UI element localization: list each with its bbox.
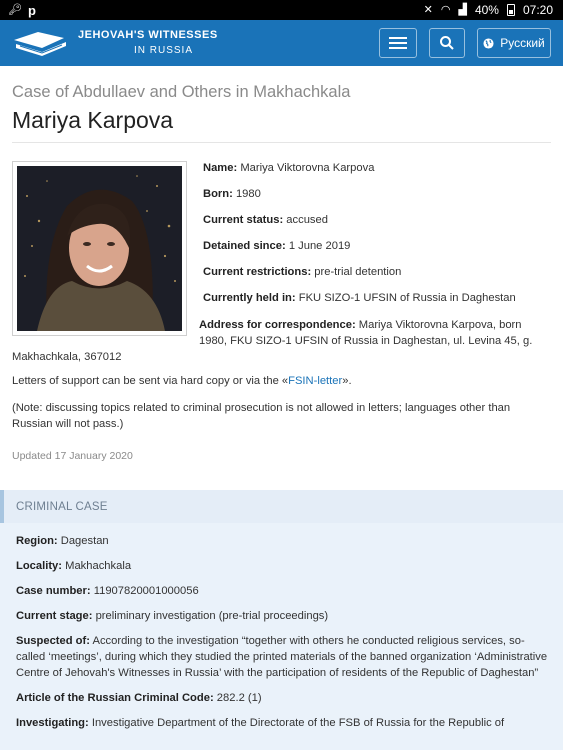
case-locality: Locality: Makhachkala xyxy=(16,560,132,572)
logo-line-1: JEHOVAH'S WITNESSES xyxy=(78,29,218,41)
hamburger-icon xyxy=(389,37,407,49)
battery-percent: 40% xyxy=(474,3,499,17)
case-region: Region: Dagestan xyxy=(16,535,109,547)
profile-section xyxy=(12,161,551,365)
field-name: Name: Mariya Viktorovna Karpova xyxy=(203,162,375,174)
page-title: Mariya Karpova xyxy=(12,107,551,143)
app-indicator: p xyxy=(27,2,36,18)
key-icon: 🔑︎ xyxy=(8,3,22,16)
battery-icon xyxy=(507,4,515,16)
field-held-in: Currently held in: FKU SIZO-1 UFSIN of Russia in Daghestan xyxy=(203,292,516,304)
field-address: Address for correspondence: Mariya Viktorovna Karpova, born 1980, FKU SIZO-1 UFSIN of Russia in Daghestan, ul. Levina 45, g. Makhachkala, 367012 xyxy=(12,319,533,363)
case-investigating: Investigating: Investigative Department of the Directorate of the FSB of Russia for the Republic of xyxy=(16,717,505,729)
fsin-letter-link[interactable]: FSIN-letter xyxy=(288,375,343,387)
case-article: Article of the Russian Criminal Code: 282.2 (1) xyxy=(16,692,262,704)
language-label: Русский xyxy=(500,36,545,50)
site-logo[interactable] xyxy=(12,26,218,60)
criminal-case-panel xyxy=(0,490,563,750)
mute-icon: ✕ xyxy=(423,3,433,16)
book-logo-icon xyxy=(12,26,68,60)
field-restrictions: Current restrictions: pre-trial detention xyxy=(203,266,402,278)
updated-date: Updated 17 January 2020 xyxy=(12,450,133,462)
signal-icon: ▟ xyxy=(458,3,467,16)
language-button[interactable] xyxy=(477,28,551,58)
site-header xyxy=(0,20,563,66)
wifi-icon: ◠ xyxy=(440,3,451,16)
logo-line-2: IN RUSSIA xyxy=(134,45,194,56)
status-bar xyxy=(0,0,563,20)
case-number: Case number: 11907820001000056 xyxy=(16,585,199,597)
criminal-case-heading[interactable]: CRIMINAL CASE xyxy=(0,490,563,523)
field-status: Current status: accused xyxy=(203,214,328,226)
globe-icon xyxy=(483,38,494,49)
case-stage: Current stage: preliminary investigation (pre-trial proceedings) xyxy=(16,610,329,622)
clock: 07:20 xyxy=(522,3,553,17)
field-detained: Detained since: 1 June 2019 xyxy=(203,240,351,252)
profile-photo xyxy=(12,161,187,336)
letters-note: Letters of support can be sent via hard copy or via the «FSIN-letter». xyxy=(12,375,352,387)
search-icon xyxy=(439,35,455,51)
search-button[interactable] xyxy=(429,28,465,58)
case-title[interactable]: Case of Abdullaev and Others in Makhachkala xyxy=(12,83,351,101)
case-suspected: Suspected of: According to the investigation “together with others he conducted religious services, so-called ‘meetings’, during which they studied the printed materials of the banned organization ‘Administrative Centre of Jehovah's Witnesses in Russia’ with the participation of residents of the Republic of Daghestan” xyxy=(16,635,548,679)
field-born: Born: 1980 xyxy=(203,188,261,200)
language-note: (Note: discussing topics related to criminal prosecution is not allowed in letters; languages other than Russian will not pass.) xyxy=(12,402,511,430)
menu-button[interactable] xyxy=(379,28,417,58)
